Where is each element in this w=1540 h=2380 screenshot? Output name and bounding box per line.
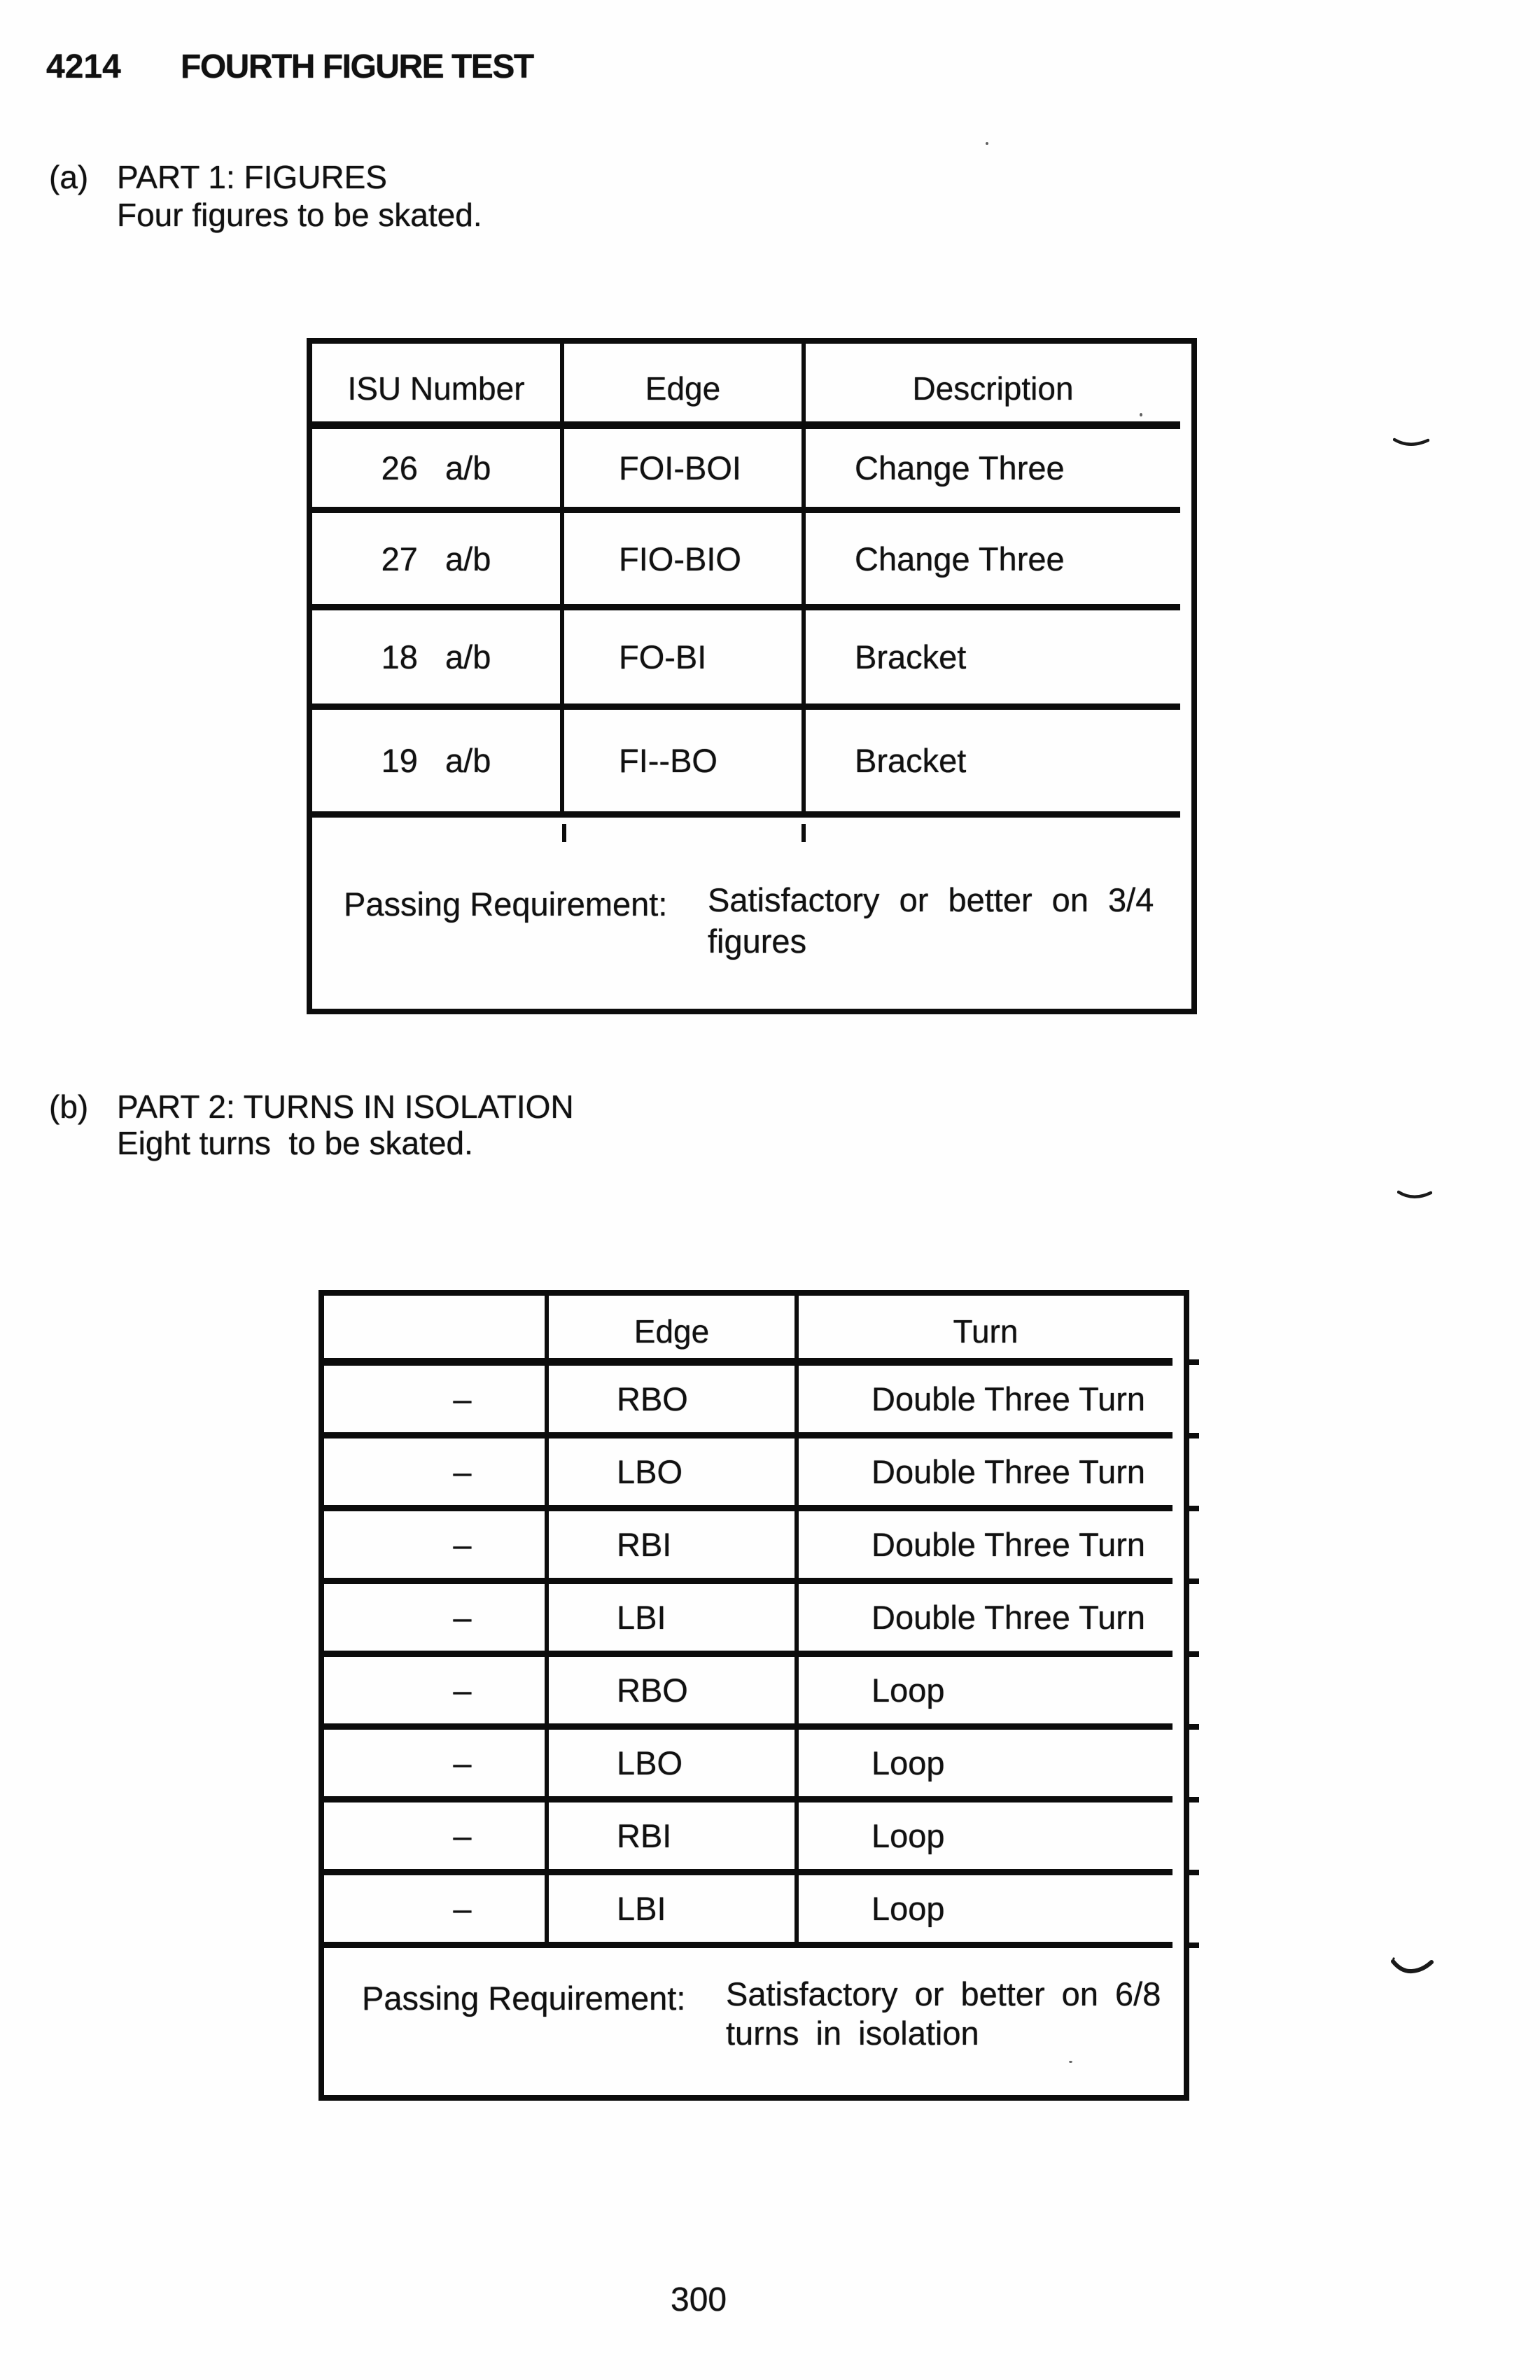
- table1-cell-isu: 19 a/b: [312, 710, 564, 818]
- table2-header-turn: Turn: [799, 1296, 1172, 1366]
- table1-cell-description: Change Three: [806, 429, 1180, 513]
- table1-cell-edge: FIO-BIO: [564, 513, 806, 610]
- table2-header-edge: Edge: [549, 1296, 799, 1366]
- table2-cell-turn: Double Three Turn: [799, 1366, 1172, 1438]
- table2-passing-requirement-row: [324, 1948, 1172, 2084]
- table2-cell-turn: Double Three Turn: [799, 1511, 1172, 1584]
- passing-requirement-value: [708, 879, 1212, 962]
- table2-cell-turn: Double Three Turn: [799, 1438, 1172, 1511]
- toner-speck: [1069, 2061, 1072, 2063]
- figures-table: [307, 338, 1197, 1014]
- scan-line-tick: [1184, 1942, 1199, 1948]
- table1-cell-edge: FI--BO: [564, 710, 806, 818]
- document-section-number: 4214: [46, 48, 121, 85]
- table2-cell-edge: RBO: [549, 1657, 799, 1730]
- table2-cell-turn: Double Three Turn: [799, 1584, 1172, 1657]
- table2-cell-dash: –: [324, 1875, 549, 1948]
- passing-requirement-value: [726, 1975, 1216, 2053]
- table1-cell-isu: 26 a/b: [312, 429, 564, 513]
- table1-passing-requirement-row: [312, 818, 1180, 997]
- passing-requirement-line2: figures: [708, 923, 807, 960]
- scan-line-tick: [1184, 1506, 1199, 1511]
- passing-requirement-line2: turns in isolation: [726, 2015, 979, 2052]
- table1-cell-edge: FO-BI: [564, 610, 806, 710]
- toner-speck: [1140, 413, 1142, 416]
- section-a-label: (a): [49, 159, 89, 195]
- scan-line-tick: [1184, 1724, 1199, 1730]
- table1-cell-isu: 27 a/b: [312, 513, 564, 610]
- table2-cell-dash: –: [324, 1366, 549, 1438]
- scan-line-tick: [1184, 1578, 1199, 1584]
- handwritten-curve-mark-icon: [1390, 1956, 1434, 1975]
- scan-line-stub: [802, 824, 806, 842]
- table2-cell-edge: RBO: [549, 1366, 799, 1438]
- table1-cell-edge: FOI-BOI: [564, 429, 806, 513]
- table2-cell-dash: –: [324, 1657, 549, 1730]
- handwritten-curve-mark-icon: [1397, 1189, 1432, 1204]
- section-a-heading: PART 1: FIGURES: [117, 159, 387, 195]
- table2-cell-turn: Loop: [799, 1802, 1172, 1875]
- passing-requirement-line1: Satisfactory or better on 6/8: [726, 1975, 1161, 2012]
- table2-cell-edge: LBI: [549, 1875, 799, 1948]
- table2-cell-dash: –: [324, 1802, 549, 1875]
- passing-requirement-line1: Satisfactory or better on 3/4: [708, 881, 1154, 918]
- section-a-subheading: Four figures to be skated.: [117, 197, 482, 233]
- table1-cell-description: Bracket: [806, 610, 1180, 710]
- table1-cell-isu: 18 a/b: [312, 610, 564, 710]
- section-b-subheading: Eight turns to be skated.: [117, 1125, 473, 1161]
- table2-cell-turn: Loop: [799, 1730, 1172, 1802]
- page-number: 300: [671, 2281, 727, 2318]
- passing-requirement-label: Passing Requirement:: [344, 886, 668, 923]
- table2-cell-dash: –: [324, 1584, 549, 1657]
- scan-line-stub: [562, 824, 566, 842]
- table2-cell-edge: LBO: [549, 1438, 799, 1511]
- turns-in-isolation-table: [318, 1290, 1189, 2101]
- scan-line-tick: [1184, 1433, 1199, 1438]
- table2-cell-edge: LBO: [549, 1730, 799, 1802]
- scan-line-tick: [1184, 1359, 1199, 1365]
- scan-line-tick: [1184, 1651, 1199, 1657]
- handwritten-curve-mark-icon: [1393, 435, 1429, 452]
- table2-header-blank: [324, 1296, 549, 1366]
- passing-requirement-label: Passing Requirement:: [362, 1980, 686, 2017]
- table1-cell-description: Bracket: [806, 710, 1180, 818]
- table1-header-description: Description: [806, 344, 1180, 429]
- table2-cell-edge: RBI: [549, 1802, 799, 1875]
- table2-cell-dash: –: [324, 1511, 549, 1584]
- toner-speck: [986, 142, 988, 145]
- table1-cell-description: Change Three: [806, 513, 1180, 610]
- section-b-label: (b): [49, 1088, 89, 1125]
- table2-cell-turn: Loop: [799, 1875, 1172, 1948]
- table1-header-isu-number: ISU Number: [312, 344, 564, 429]
- scan-line-tick: [1184, 1797, 1199, 1802]
- page-title: FOURTH FIGURE TEST: [181, 48, 533, 85]
- table2-cell-edge: LBI: [549, 1584, 799, 1657]
- table2-cell-dash: –: [324, 1730, 549, 1802]
- section-b-heading: PART 2: TURNS IN ISOLATION: [117, 1088, 574, 1125]
- scan-line-tick: [1184, 1870, 1199, 1875]
- table1-header-edge: Edge: [564, 344, 806, 429]
- table2-cell-turn: Loop: [799, 1657, 1172, 1730]
- table2-cell-edge: RBI: [549, 1511, 799, 1584]
- table2-cell-dash: –: [324, 1438, 549, 1511]
